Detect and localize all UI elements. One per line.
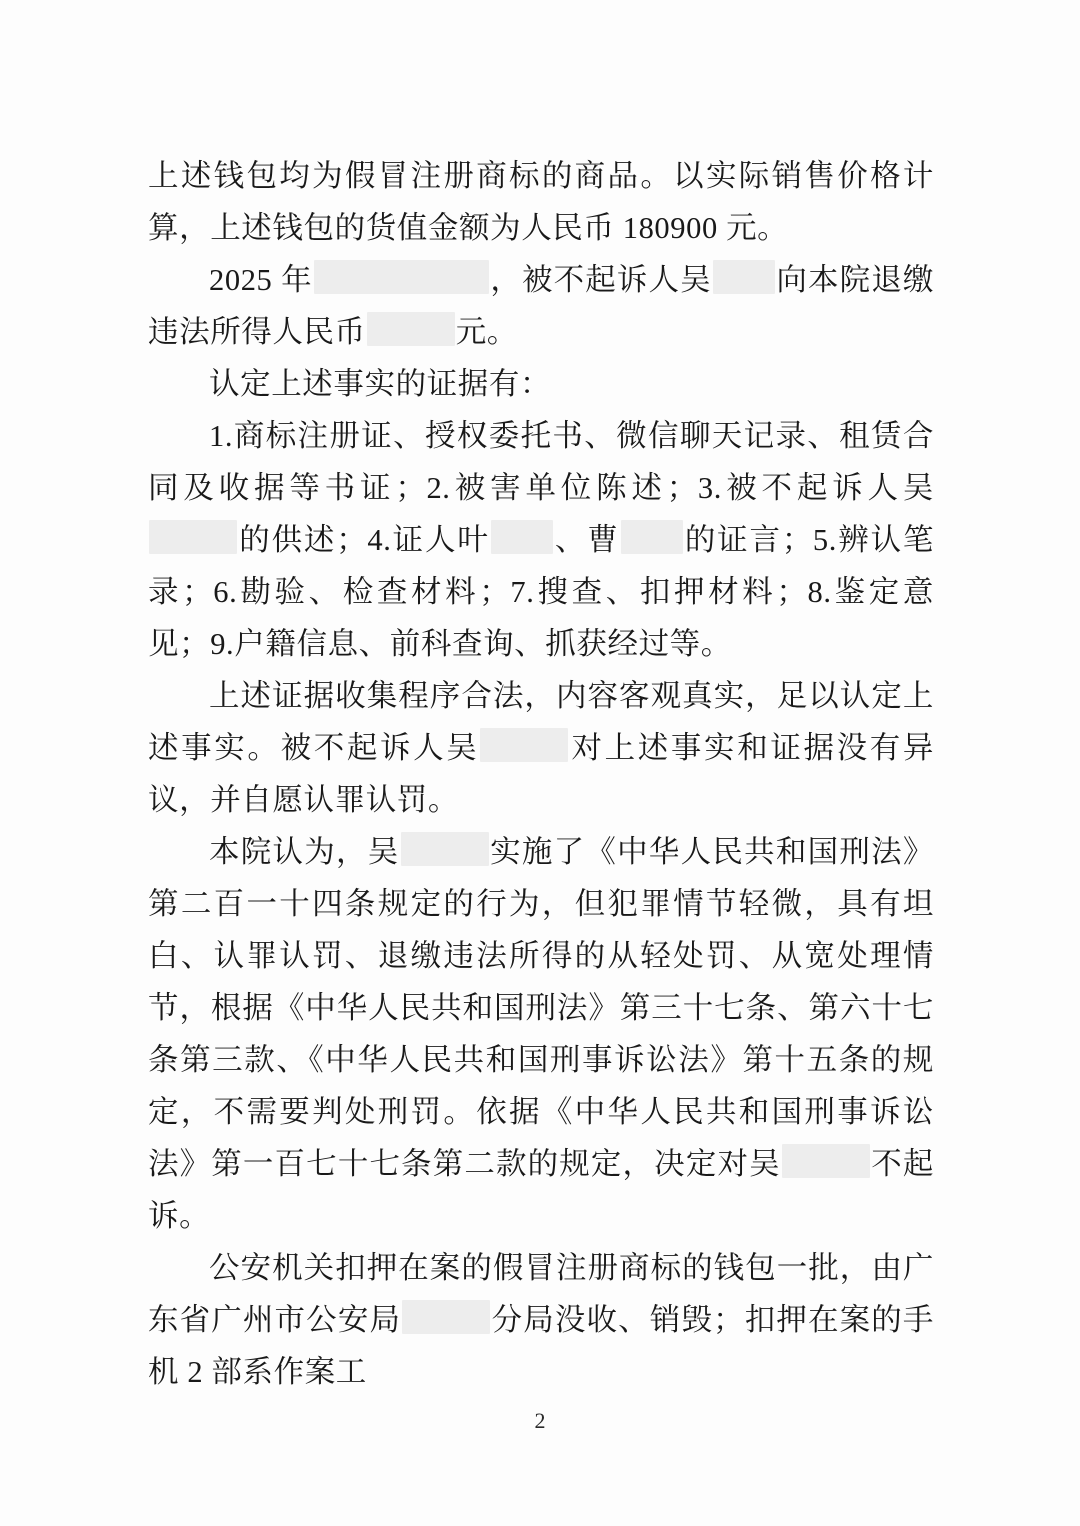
redaction-box [621, 520, 683, 554]
paragraph-court-reasoning [148, 826, 934, 1242]
text-run: 1.商标注册证、授权委托书、微信聊天记录、租赁合同及收据等书证；2.被害单位陈述；3.被不起诉人吴 [148, 419, 934, 505]
redaction-box [713, 260, 775, 294]
paragraph-evidence-lawful [148, 670, 934, 826]
text-run: 元。 [717, 211, 789, 245]
redaction-box [491, 520, 553, 554]
paragraph-restitution [148, 254, 934, 358]
text-run: 180900 [622, 211, 718, 245]
text-run: 向本院退缴违法所得人民币 [148, 263, 934, 349]
text-run: 2025 年 [209, 263, 313, 297]
text-run: 实施了《中华人民共和国刑法》第二百一十四条规定的行为，但犯罪情节轻微，具有坦白、认罪认罚、退缴违法所得的从轻处罚、从宽处理情节，根据《中华人民共和国刑法》第三十七条、第六十七条第三款、《中华人民共和国刑事诉讼法》第十五条的规定，不需要判处刑罚。依据《中华人民共和国刑事诉讼法》第一百七十七条第二款的规定，决定对吴 [148, 835, 934, 1181]
redaction-box [480, 728, 568, 762]
paragraph-evidence-heading [148, 358, 934, 410]
text-run: 认定上述事实的证据有： [209, 367, 552, 401]
paragraph-seized-property [148, 1242, 934, 1398]
redaction-box [367, 312, 455, 346]
document-body [148, 150, 934, 1398]
text-run: ，被不起诉人吴 [489, 263, 712, 297]
text-run: 元。 [455, 315, 518, 349]
text-run: 对上述事实和证据没有异议，并自愿认罪认罚。 [148, 731, 935, 817]
text-run: 不起诉。 [148, 1147, 935, 1233]
text-run: 的供述；4.证人叶 [238, 523, 490, 557]
paragraph-evidence-list [148, 410, 934, 670]
text-run: 本院认为，吴 [209, 835, 400, 869]
redaction-box [314, 260, 489, 294]
text-run: 、曹 [553, 523, 620, 557]
text-run: 公安机关扣押在案的假冒注册商标的钱包一批，由广东省广州市公安局 [148, 1251, 934, 1337]
redaction-box [402, 1300, 490, 1334]
text-run: 分局没收、销毁；扣押在案的手机 2 部系作案工 [148, 1303, 934, 1389]
redaction-box [401, 832, 489, 866]
redaction-box [149, 520, 237, 554]
text-run: 上述钱包均为假冒注册商标的商品。以实际销售价格计算，上述钱包的货值金额为人民币 [148, 159, 934, 245]
page-number: 2 [534, 1408, 546, 1433]
redaction-box [782, 1144, 870, 1178]
text-run: 的证言；5.辨认笔录；6.勘验、检查材料；7.搜查、扣押材料；8.鉴定意见；9.户籍信息、前科查询、抓获经过等。 [148, 523, 934, 661]
text-run: 上述证据收集程序合法，内容客观真实，足以认定上述事实。被不起诉人吴 [148, 679, 934, 765]
paragraph-goods-value [148, 150, 934, 254]
